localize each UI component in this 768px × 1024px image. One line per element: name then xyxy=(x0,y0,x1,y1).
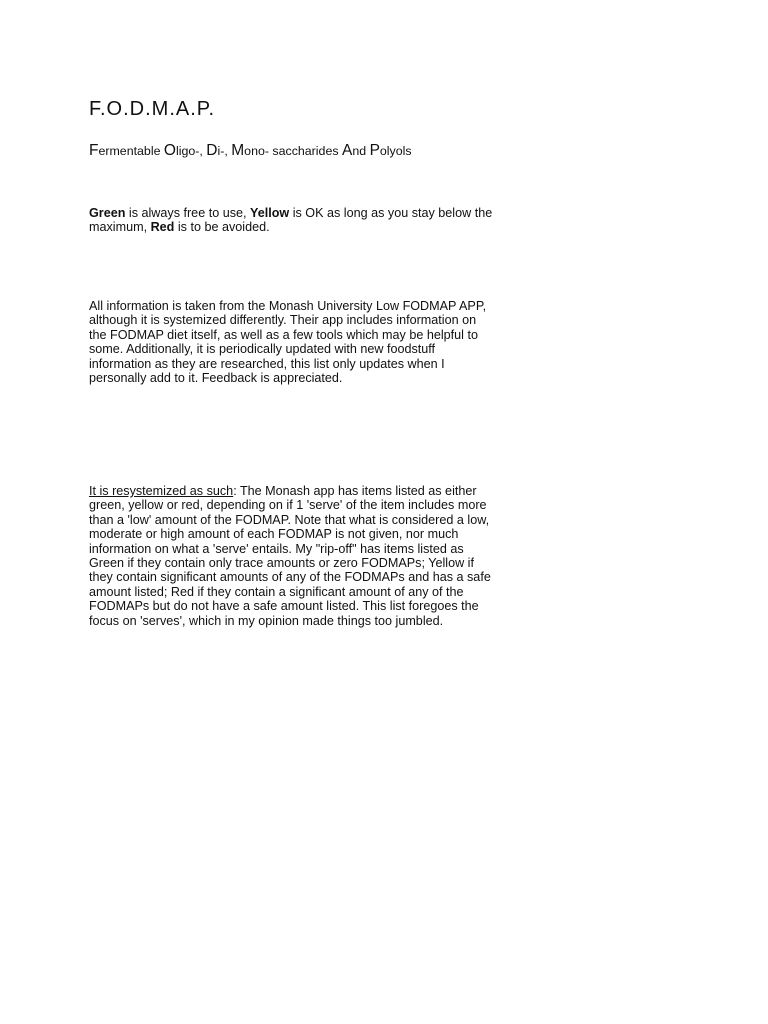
system-paragraph-lead: It is resystemized as such xyxy=(89,484,234,498)
subtitle-word-rest: ono- saccharides xyxy=(244,144,342,158)
subtitle-word-rest: ermentable xyxy=(98,144,164,158)
subtitle-word-rest: i-, xyxy=(217,144,232,158)
subtitle-initial: M xyxy=(231,142,245,159)
red-label: Red xyxy=(150,220,175,235)
system-paragraph xyxy=(89,484,509,628)
system-paragraph-body: : The Monash app has items listed as either green, yellow or red, depending on if 1 'serve' of the item includes more than a 'low' amount of the FODMAP. Note that what is considered a low, moderate or high amount of each FODMAP is not given, nor much information on what a 'serve' entails. My "rip-off" has items listed as Green if they contain only trace amounts or zero FODMAPs; Yellow if they contain significant amounts of any of the FODMAPs and has a safe amount listed; Red if they contain a significant amount of any of the FODMAPs but do not have a safe amount listed. This list foregoes the focus on 'serves', which in my opinion made things too jumbled. xyxy=(89,484,491,628)
subtitle-initial: O xyxy=(163,142,176,159)
green-description: is always free to use, xyxy=(125,206,250,220)
subtitle-word-rest: nd xyxy=(352,144,370,158)
subtitle-initial: D xyxy=(206,142,218,159)
subtitle-initial: A xyxy=(341,142,353,159)
acronym-expansion xyxy=(89,142,412,160)
yellow-description: is OK as long as you stay below the maximum, xyxy=(89,206,493,235)
subtitle-initial: F xyxy=(89,142,99,159)
subtitle-initial: P xyxy=(369,142,380,159)
source-paragraph: All information is taken from the Monash University Low FODMAP APP, although it is systemized differently. Their app includes information on the FODMAP diet itself, as well as a few tools which may be helpful to some. Additionally, it is periodically updated with new foodstuff information as they are researched, this list only updates when I personally add to it. Feedback is appreciated. xyxy=(89,299,487,386)
green-label: Green xyxy=(89,206,126,220)
red-description: is to be avoided. xyxy=(174,220,270,235)
yellow-label: Yellow xyxy=(250,206,290,220)
document-title: F.O.D.M.A.P. xyxy=(89,98,216,120)
subtitle-word-rest: ligo-, xyxy=(175,144,207,158)
subtitle-word-rest: olyols xyxy=(379,144,412,158)
color-legend-paragraph xyxy=(89,206,509,235)
